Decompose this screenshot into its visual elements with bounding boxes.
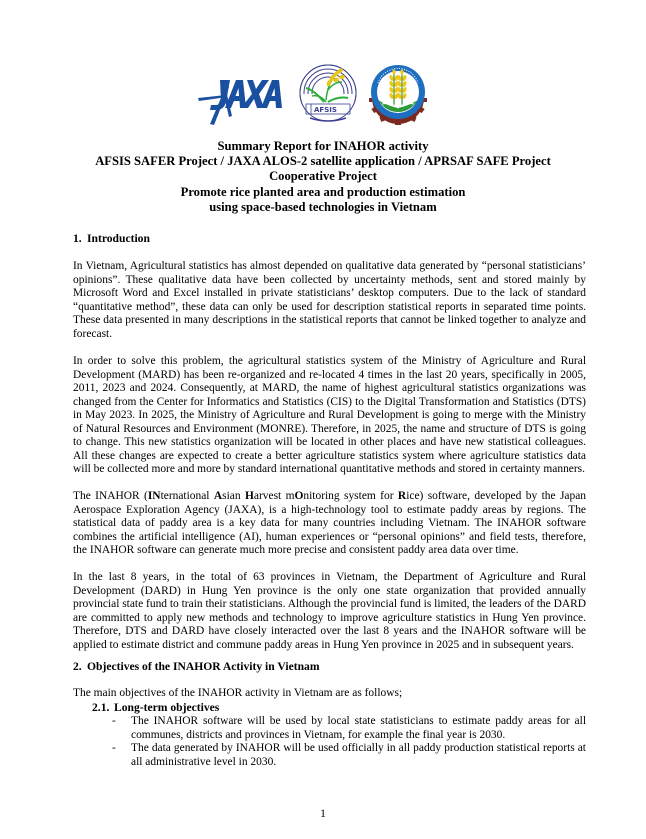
subsection-title: Long-term objectives xyxy=(114,701,220,714)
paragraph-segment: The INAHOR ( xyxy=(73,490,148,502)
subsection-number: 2.1. xyxy=(92,701,110,714)
section-title: Introduction xyxy=(87,232,150,245)
paragraph: In the last 8 years, in the total of 63 provinces in Vietnam, the Department of Agriculture and Rural Development (DARD) in Hung Yen province is the only one state organization that provided annually provincial state fund to train their statisticians. Although the provincial fund is limited, the leaders of the DARD are committed to apply new methods and technology to improve agriculture statistics in Hung Yen province. Therefore, DTS and DARD have closely interacted over the last 8 years and the INAHOR software will be applied to estimate district and commune paddy areas in Hung Yen province in 2025 and in subsequent years. xyxy=(73,571,586,651)
title-line: Cooperative Project xyxy=(269,169,377,184)
section-number: 1. xyxy=(73,232,82,245)
logo-bar xyxy=(0,60,646,132)
section-title: Objectives of the INAHOR Activity in Vietnam xyxy=(87,660,320,673)
acronym-letter: A xyxy=(213,490,223,502)
paragraph: In Vietnam, Agricultural statistics has almost depended on qualitative data generated by “personal statisticians’ opinions”. These qualitative data have been collected by uncertainty methods, sent and stored mainly by Microsoft Word and Excel installed in private statisticians’ desktop computers. Due to the lack of standard “quantitative method”, these data can only be used for description statistical reports in separated time points. These data presented in many descriptions in the statistical reports that cannot be linked together to analyze and forecast. xyxy=(73,260,586,340)
section-number: 2. xyxy=(73,660,82,673)
list-item xyxy=(112,742,586,769)
bullet-dash-icon: - xyxy=(112,715,116,727)
section-heading-objectives xyxy=(73,660,320,673)
list-item-text: The data generated by INAHOR will be used officially in all paddy production statistical reports at all administrative level in 2030. xyxy=(131,742,586,768)
title-line: AFSIS SAFER Project / JAXA ALOS-2 satellite application / APRSAF SAFE Project xyxy=(95,154,551,169)
mard-logo-icon xyxy=(366,60,430,126)
paragraph-segment: nitoring system for xyxy=(303,490,398,502)
title-line: using space-based technologies in Vietnam xyxy=(209,199,437,214)
list-item-text: The INAHOR software will be used by local state statisticians to estimate paddy areas for all communes, districts and provinces in Vietnam, for example the final year is 2030. xyxy=(131,715,586,741)
report-title xyxy=(60,139,586,215)
acronym-letter: R xyxy=(397,490,407,502)
paragraph-inahor-definition xyxy=(73,490,586,558)
jaxa-logo-icon xyxy=(196,68,284,126)
section-heading-introduction xyxy=(73,232,150,245)
objectives-intro: The main objectives of the INAHOR activity in Vietnam are as follows; xyxy=(73,687,403,699)
afsis-logo-icon xyxy=(298,60,358,126)
acronym-letter: H xyxy=(244,490,254,502)
bullet-dash-icon: - xyxy=(112,742,116,754)
paragraph-segment: ternational xyxy=(160,490,214,502)
paragraph: In order to solve this problem, the agricultural statistics system of the Ministry of Agriculture and Rural Development (MARD) has been re-organized and re-located 4 times in the last 20 years, specifically in 2005, 2011, 2023 and 2024. Consequently, at MARD, the name of highest agricultural statistics organizations was changed from the Center for Informatics and Statistics (CIS) to the Digital Transformation and Statistics (DTS) in May 2023. In 2025, the Ministry of Agriculture and Rural Development is going to merge with the Ministry of Natural Resources and Environment (MONRE). Therefore, in 2025, the name and structure of DTS is going to change. This new statistics organization will be located in other places and have new statistical colleagues. All these changes are expected to create a better agriculture statistics system where agriculture statistics data will be collected more and more by standard international quantitative methods and stored in certainty manners. xyxy=(73,355,586,476)
paragraph-segment: sian xyxy=(222,490,245,502)
svg-text:AFSIS: AFSIS xyxy=(314,106,337,114)
acronym-letter: O xyxy=(294,490,304,502)
acronym-letter: IN xyxy=(147,490,161,502)
list-item xyxy=(112,715,586,742)
title-line: Summary Report for INAHOR activity xyxy=(217,139,429,153)
title-line: Promote rice planted area and production estimation xyxy=(180,184,466,199)
subsection-heading-long-term xyxy=(92,701,219,714)
paragraph-segment: ice) software, developed by the Japan Aerospace Exploration Agency (JAXA), is a high-technology tool to estimate paddy areas by regions. The statistical data of paddy area is a key data for many countries including Vietnam. The INAHOR software combines the artificial intelligence (AI), human experiences or “personal opinions” and field tests, therefore, the INAHOR software can generate much more precise and consistent paddy area data over time. xyxy=(73,490,586,557)
paragraph-segment: arvest m xyxy=(253,490,295,502)
page-number: 1 xyxy=(320,808,326,820)
